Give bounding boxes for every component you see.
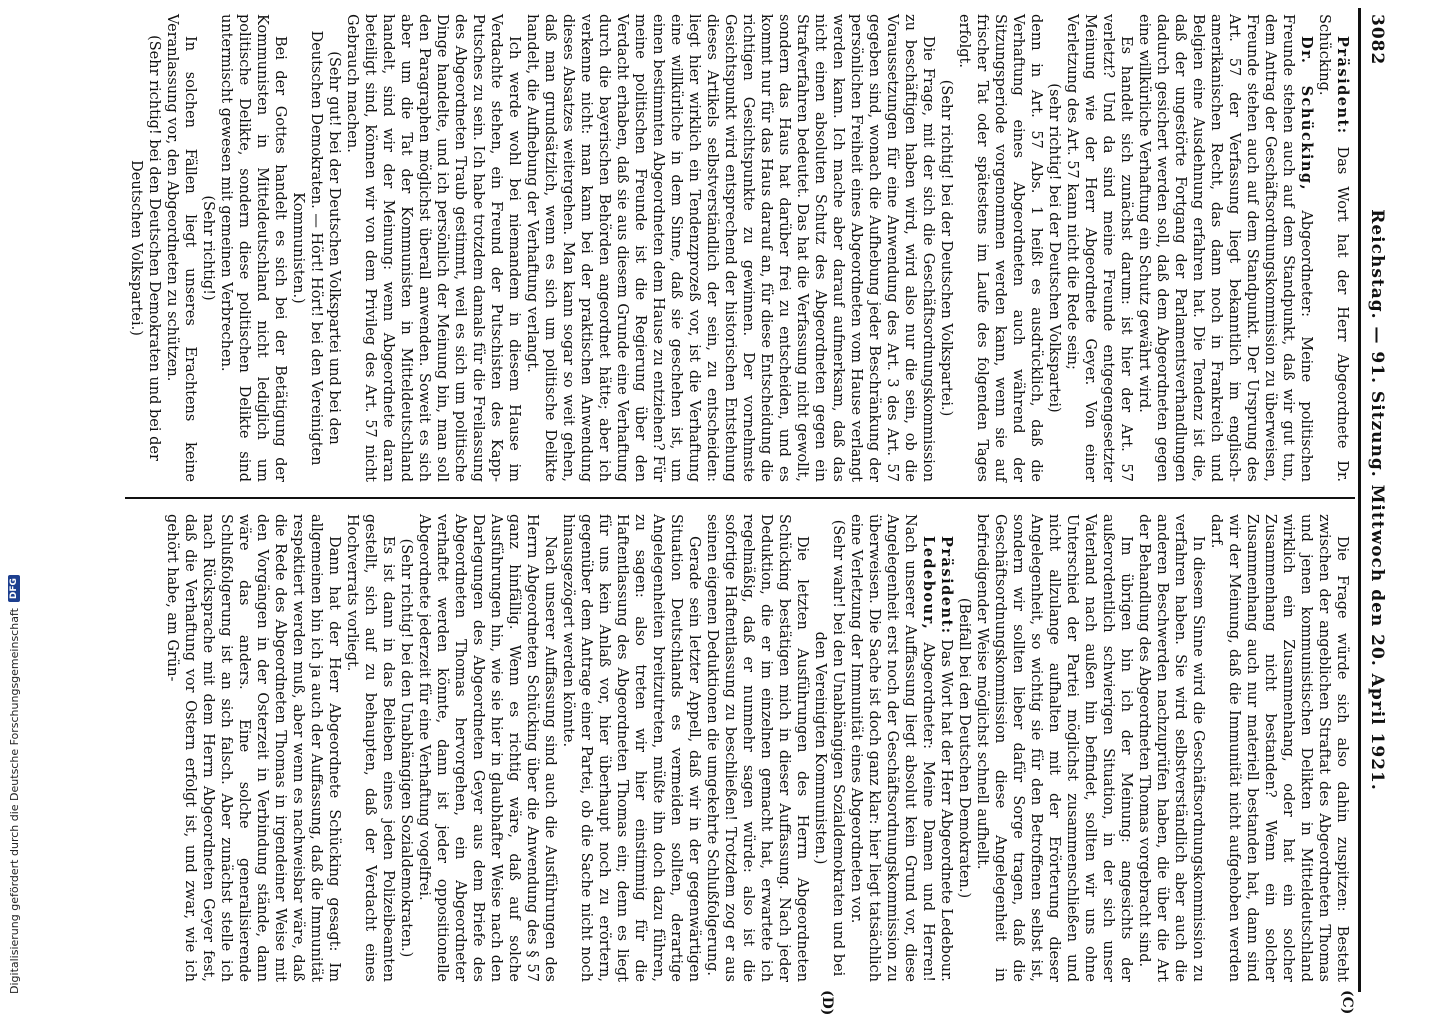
paragraph-text: Abgeordneter: Meine politischen Freunde stehen auch auf dem Standpunkt, daß wir gut tun, dem Antrag der Geschäftsordnungskommission zu überweisen, Freunde stehen auch auf dem Standpunkt. Der Ursprung des Art. 57 der Verfassung liegt bekanntlich im englisch-amerikanischen Recht, das dann noch in Frankreich und Belgien eine Ausdehnung erfahren hat. Die Tendenz ist die, daß der ungestörte Fortgang der Parlamentsverhandlungen dadurch gesichert werden soll, daß dem Abgeordneten gegen eine willkürliche Verhaftung ein Schutz gewährt wird. bbox=[1136, 14, 1314, 483]
speaker-name: Dr. Schücking, bbox=[1298, 36, 1315, 192]
paragraph: denn in Art. 57 Abs. 1 heißt es ausdrücklich, daß die Verhaftung eines Abgeordneten auch während der Sitzungsperiode vorgenommen werden kann, wenn sie auf frischer Tat oder spätestens im Laufe des folgenden Tages erfolgt. bbox=[956, 14, 1044, 482]
paragraph: Es handelt sich zunächst darum: ist hier der Art. 57 verletzt? Und da sind meine Freunde entgegengesetzter Meinung wie der Herr Abgeordnete Geyer. Von einer Verletzung des Art. 57 kann nicht die Rede sein; bbox=[1064, 14, 1134, 482]
interjection: (Sehr richtig! bei der Deutschen Volkspartei.) bbox=[938, 79, 954, 417]
interjection: (Sehr richtig! bei den Unabhängigen Sozialdemokraten.) bbox=[398, 538, 414, 958]
margin-marker-c: (C) bbox=[1339, 990, 1355, 1015]
paragraph: Im übrigen bin ich der Meinung: angesichts der außerordentlich schwierigen Situation, in der sich unser Vaterland nach außen hin befindet, sollten wir uns ohne Unterschied der Partei möglichst zusammenschließen und nicht allzulange aufhalten mit der Erörterung dieser Angelegenheit, so wichtig sie für den Betroffenen selbst ist, sondern wir sollten lieber dafür Sorge tragen, daß die Geschäftsordnungskommission diese Angelegenheit in befriedigender Weise möglichst schnell aufhellt. bbox=[974, 514, 1134, 982]
interjection: (Beifall bei den Deutschen Demokraten.) bbox=[956, 597, 972, 899]
speaker-name: Präsident: bbox=[1334, 36, 1351, 135]
paragraph: Die Frage würde sich also dahin zuspitzen: Besteht zwischen der angeblichen Straftat des Abgeordneten Thomas und jenen kommunistischen Delikten in Mitteldeutschland wirklich ein Zusammenhang, oder hat ein solcher Zusammenhang nicht bestanden? Wenn ein solcher Zusammenhang auch nur materiell bestanden hat, dann sind wir der Meinung, daß die Immunität nicht aufgehoben werden darf. bbox=[1208, 514, 1350, 982]
paragraph: Die letzten Ausführungen des Herrn Abgeordneten Schücking bestätigen mich in dieser Auffassung. Nach jeder Deduktion, die er im einzelnen gemacht hat, erwartete ich regelmäßig, daß er nunmehr sagen würde: also ist die sofortige Haftentlassung zu beschließen! Trotzdem zog er aus seinen eigenen Deduktionen die umgekehrte Schlußfolgerung. bbox=[704, 514, 810, 982]
paragraph-text: Abgeordneter: Meine Damen und Herren! Nach unserer Auffassung liegt absolut kein Grund vor, diese Angelegenheit erst noch der Geschäftsordnungskommission zu überweisen. Die Sache ist doch ganz klar: hier liegt tatsächlich eine Verletzung der Immunität eines Abgeordneten vor. bbox=[848, 514, 936, 982]
speaker-name: Präsident: bbox=[938, 536, 955, 635]
left-column bbox=[128, 14, 1351, 483]
right-column bbox=[131, 514, 1351, 982]
paragraph-text: Das Wort hat der Herr Abgeordnete Dr. Schücking. bbox=[1316, 14, 1350, 483]
interjection: (Sehr richtig!) bbox=[200, 195, 216, 301]
interjection: (sehr richtig! bei der Deutschen Volkspartei) bbox=[1046, 83, 1062, 413]
paragraph bbox=[1315, 14, 1351, 482]
paragraph: Bei der Gottes handelt es sich bei der Betätigung der Kommunisten in Mitteldeutschland nicht lediglich um politische Delikte, sondern diese politischen Delikte sind untermischt gewesen mit gemeinen Verbrechen. bbox=[218, 14, 288, 482]
digitization-credit bbox=[2, 0, 26, 1000]
interjection: (Sehr gut! bei der Deutschen Volkspartei und bei den Deutschen Demokraten. — Hört! Hört! bei den Vereinigten Kommunisten.) bbox=[290, 30, 342, 466]
dfg-logo: DFG bbox=[8, 575, 20, 602]
page-header bbox=[1358, 8, 1391, 992]
paragraph: In diesem Sinne wird die Geschäftsordnungskommission zu verfahren haben. Sie wird selbstverständlich aber auch die anderen Beschwerden nachzuprüfen haben, die über die Art der Behandlung des Abgeordneten Thomas vorgebracht sind. bbox=[1136, 514, 1206, 982]
page-title: Reichstag. — 91. Sitzung. Mittwoch den 20. April 1921. bbox=[1367, 209, 1387, 791]
speaker-name: Ledebour, bbox=[920, 536, 937, 631]
margin-marker-d: (D) bbox=[819, 990, 835, 1015]
column-divider bbox=[125, 497, 1355, 499]
credit-text: Digitalisierung gefördert durch die Deutsche Forschungsgemeinschaft bbox=[7, 608, 21, 994]
rotated-newspaper-page bbox=[95, 0, 1395, 1015]
paragraph: Ich werde wohl bei niemandem in diesem Hause im Verdachte stehen, ein Freund der Putschisten des Kapp-Putsches zu sein. Ich habe trotzdem damals für die Freilassung des Abgeordneten Traub gestimmt, weil es sich um politische Dinge handelte, und ich persönlich der Meinung bin, man soll den Paragraphen möglichst überall anwenden. Soweit es sich aber um die Tat der Kommunisten in Mitteldeutschland handelt, sind wir der Meinung: wenn Abgeordnete daran beteiligt sind, können wir von dem Privileg des Art. 57 nicht Gebrauch machen. bbox=[344, 14, 522, 482]
paragraph: In solchen Fällen liegt unseres Erachtens keine Veranlassung vor, den Abgeordneten zu schützen. bbox=[164, 14, 198, 482]
paragraph: Die Frage, mit der sich die Geschäftsordnungskommission zu beschäftigen haben wird, wird also nur die sein, ob die Voraussetzungen für eine Anwendung des Art. 3 des Art. 57 gegeben sind, wonach die Aufhebung jeder Beschränkung der persönlichen Freiheit eines Abgeordneten vom Hause verlangt werden kann. Ich mache aber darauf aufmerksam, daß das nicht einen absoluten Schutz des Abgeordneten gegen ein Strafverfahren bedeutet. Das hat die Verfassung nicht gewollt, sondern das Haus hat darüber frei zu entscheiden, und es kommt nur für das Haus darauf an, für diese Entscheidung die richtigen Gesichtspunkte zu gewinnen. Der vornehmste Gesichtspunkt wird entsprechend der historischen Entstehung dieses Artikels selbstverständlich der sein, zu entscheiden: liegt hier wirklich ein Tendenzprozeß vor, ist die Verhaftung eine willkürliche in dem Sinne, daß sie geschehen ist, um einen bestimmten Abgeordneten dem Hause zu entziehen? Für meine politischen Freunde ist die Regierung über den Verdacht erhaben, daß sie aus diesem Grunde eine Verhaftung durch die bayerischen Behörden angeordnet hätte; aber ich verkenne nicht: man kann bei der praktischen Anwendung dieses Absatzes weitergehen. Man kann sogar so weit gehen, daß man grundsätzlich, wenn es sich um politische Delikte handelt, die Aufhebung der Verhaftung verlangt. bbox=[524, 14, 936, 482]
interjection: (Sehr richtig! bei den Deutschen Demokraten und bei der Deutschen Volkspartei.) bbox=[128, 35, 162, 461]
paragraph: Nach unserer Auffassung sind auch die Ausführungen des Herrn Abgeordneten Schücking über die Anwendung des § 57 ganz hinfällig. Wenn es richtig wäre, daß auf solche Ausführungen hin, wie sie hier in glaubhafter Weise nach den Darlegungen des Abgeordneten Geyer aus dem Briefe des Abgeordneten Thomas hervorgehen, ein Abgeordneter verhaftet werden könnte, dann ist jeder oppositionelle Abgeordnete jederzeit für eine Verhaftung vogelfrei. bbox=[416, 514, 558, 982]
interjection: (Sehr wahr! bei den Unabhängigen Sozialdemokraten und bei den Vereinigten Kommunisten.) bbox=[812, 519, 846, 977]
paragraph: Es ist dann in das Belieben eines jeden Polizeibeamten gestellt, sich auf zu behaupten, daß der Verdacht eines Hochverrats vorliegt. bbox=[344, 514, 396, 982]
paragraph bbox=[847, 514, 937, 982]
page-number: 3082 bbox=[1367, 14, 1387, 66]
paragraph bbox=[937, 514, 955, 982]
paragraph: Gerade sein letzter Appell, daß wir in der gegenwärtigen Situation Deutschlands es vermeiden sollten, derartige Angelegenheiten breitzutreten, müßte ihn doch dazu führen, zu sagen: also treten wir hier einstimmig für die Haftentlassung des Abgeordneten Thomas ein; denn es liegt für uns kein Anlaß vor, hier überhaupt noch zu erörtern, gegenüber dem Antrage einer Partei, ob die Sache nicht noch hinausgezögert werden könnte. bbox=[560, 514, 702, 982]
paragraph bbox=[1135, 14, 1315, 482]
paragraph: Dann hat der Herr Abgeordnete Schücking gesagt: Im allgemeinen bin ich ja auch der Auffassung, daß die Immunität respektiert werden muß, aber wenn es nachweisbar wäre, daß die Rede des Abgeordneten Thomas in irgendeiner Weise mit den Vorgängen in der Osterzeit in Verbindung stände, dann wäre das anders. Eine solche generalisierende Schlußfolgerung ist an sich falsch. Aber zunächst stelle ich nach Rücksprache mit dem Herrn Abgeordneten Geyer fest, daß die Verhaftung vor Ostern erfolgt ist, und zwar, wie ich gehört habe, am Grün- bbox=[164, 514, 342, 982]
paragraph-text: Das Wort hat der Herr Abgeordnete Ledebour. bbox=[938, 639, 954, 982]
